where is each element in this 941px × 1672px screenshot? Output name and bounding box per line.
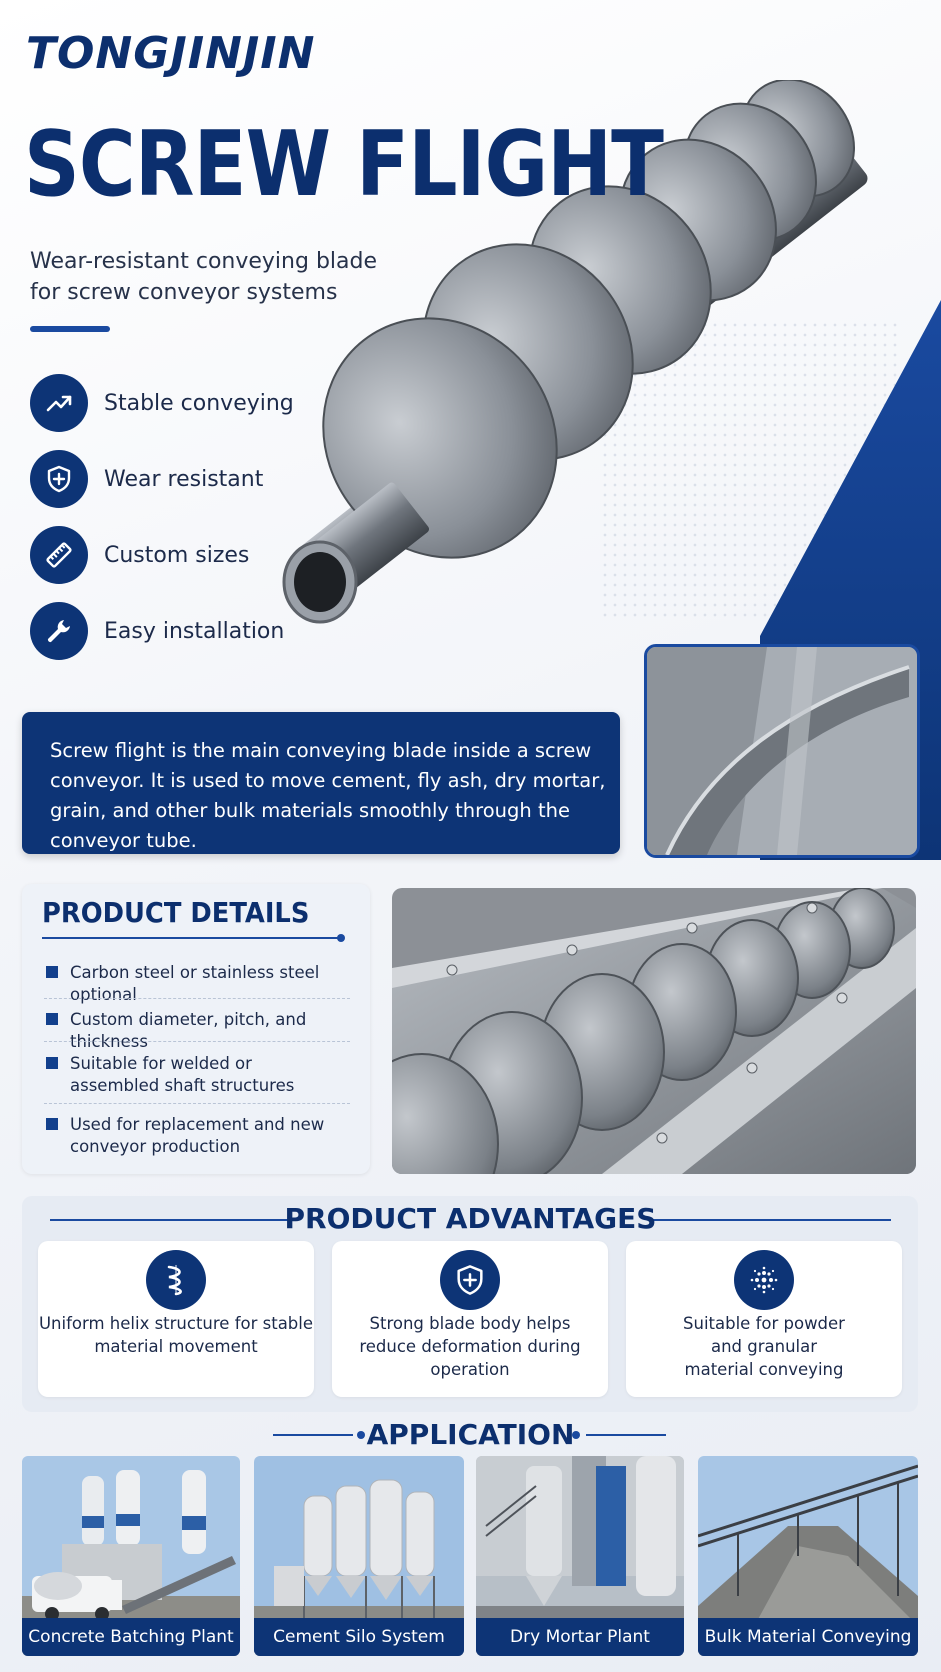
advantage-text: Uniform helix structure for stable material movement xyxy=(38,1314,314,1356)
brand-logo: TONGJINJIN xyxy=(26,28,316,79)
application-tile-concrete-batching xyxy=(22,1456,240,1656)
application-tile-bulk-material xyxy=(698,1456,918,1656)
application-caption: Bulk Material Conveying xyxy=(698,1618,918,1656)
details-underline xyxy=(42,937,342,939)
detail-item: Used for replacement and new conveyor production xyxy=(46,1114,356,1158)
ruler-icon xyxy=(30,526,88,584)
feature-easy-installation xyxy=(30,600,284,662)
feature-label: Easy installation xyxy=(104,618,285,644)
advantage-text: Strong blade body helps reduce deformation during operation xyxy=(359,1314,581,1379)
page-subtitle: Wear-resistant conveying blade for screw conveyor systems xyxy=(30,249,378,305)
bullet-square-icon xyxy=(46,1118,58,1130)
application-caption: Dry Mortar Plant xyxy=(476,1618,684,1656)
wrench-icon xyxy=(30,602,88,660)
feature-label: Stable conveying xyxy=(104,390,294,416)
product-description: Screw flight is the main conveying blade inside a screw conveyor. It is used to move cement, fly ash, dry mortar, grain, and other bulk materials smoothly through the conveyor tube. xyxy=(50,739,606,852)
feature-custom-sizes xyxy=(30,524,249,586)
feature-stable-conveying xyxy=(30,372,294,434)
detail-divider xyxy=(44,998,350,999)
product-details-title: PRODUCT DETAILS xyxy=(42,896,310,929)
shield-plus-icon xyxy=(30,450,88,508)
application-tile-dry-mortar xyxy=(476,1456,684,1656)
granules-icon xyxy=(734,1250,794,1310)
detail-divider xyxy=(44,1041,350,1042)
helix-icon xyxy=(146,1250,206,1310)
detail-divider xyxy=(44,1103,350,1104)
advantage-text: Suitable for powder and granular material conveying xyxy=(683,1314,845,1379)
application-caption: Concrete Batching Plant xyxy=(22,1618,240,1656)
feature-label: Wear resistant xyxy=(104,466,264,492)
application-title: APPLICATION xyxy=(366,1418,575,1451)
title-underline xyxy=(30,326,110,332)
details-underline-dot xyxy=(337,934,345,942)
feature-wear-resistant xyxy=(30,448,263,510)
blade-closeup-image xyxy=(644,644,920,858)
bullet-square-icon xyxy=(46,1013,58,1025)
detail-item: Suitable for welded or assembled shaft structures xyxy=(46,1053,356,1097)
screw-conveyor-image xyxy=(392,888,916,1174)
bullet-square-icon xyxy=(46,1057,58,1069)
detail-item: Carbon steel or stainless steel optional xyxy=(46,962,356,1006)
feature-label: Custom sizes xyxy=(104,542,250,568)
shield-plus-icon xyxy=(440,1250,500,1310)
bullet-square-icon xyxy=(46,966,58,978)
product-advantages-title: PRODUCT ADVANTAGES xyxy=(284,1202,657,1235)
application-caption: Cement Silo System xyxy=(254,1618,464,1656)
application-tile-cement-silo xyxy=(254,1456,464,1656)
trend-up-icon xyxy=(30,374,88,432)
page-title: SCREW FLIGHT xyxy=(24,112,664,217)
detail-item: Custom diameter, pitch, and thickness xyxy=(46,1009,356,1053)
